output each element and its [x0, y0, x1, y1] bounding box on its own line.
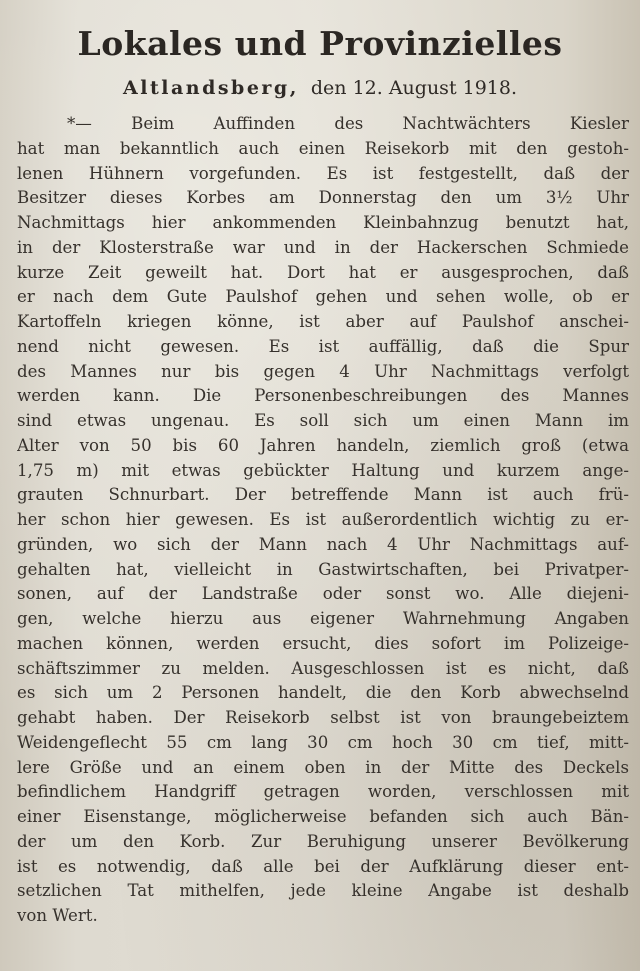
article-line: kurze Zeit geweilt hat. Dort hat er ausgesprochen, daß	[17, 262, 629, 282]
article-line: gen, welche hierzu aus eigener Wahrnehmung Angaben	[17, 609, 629, 628]
article-line: setzlichen Tat mithelfen, jede kleine Angabe ist deshalb	[17, 881, 629, 901]
article-line: in der Klosterstraße war und in der Hackerschen Schmiede	[17, 237, 629, 257]
article-line: des Mannes nur bis gegen 4 Uhr Nachmittags verfolgt	[17, 361, 629, 381]
article-line: 1,75 m) mit etwas gebückter Haltung und kurzem ange-	[17, 460, 629, 480]
article-body	[17, 112, 629, 929]
dateline	[0, 77, 640, 99]
article-line: Weidengeflecht 55 cm lang 30 cm hoch 30 cm tief, mitt-	[17, 732, 629, 752]
article-line: ist es notwendig, daß alle bei der Aufklärung dieser ent-	[17, 856, 629, 876]
article-line: befindlichem Handgriff getragen worden, verschlossen mit	[17, 782, 629, 802]
article-line: Besitzer dieses Korbes am Donnerstag den um 3½ Uhr	[17, 188, 629, 208]
article-line: der um den Korb. Zur Beruhigung unserer Bevölkerung	[17, 831, 629, 851]
article-line: hat man bekanntlich auch einen Reisekorb mit den gestoh-	[17, 138, 629, 158]
article-line: lere Größe und an einem oben in der Mitte des Deckels	[17, 757, 629, 777]
article-line: Alter von 50 bis 60 Jahren handeln, ziemlich groß (etwa	[17, 435, 629, 455]
dateline-date: den 12. August 1918.	[310, 77, 518, 99]
article-line: von Wert.	[17, 906, 98, 925]
article-line: *— Beim Auffinden des Nachtwächters Kiesler	[67, 114, 629, 133]
article-line: Kartoffeln kriegen könne, ist aber auf Paulshof anschei-	[17, 312, 629, 331]
article-line: schäftszimmer zu melden. Ausgeschlossen ist es nicht, daß	[17, 658, 629, 678]
article-line: er nach dem Gute Paulshof gehen und sehen wolle, ob er	[17, 287, 629, 307]
article-line: gehalten hat, vielleicht in Gastwirtschaften, bei Privatper-	[17, 559, 629, 579]
article-line: einer Eisenstange, möglicherweise befanden sich auch Bän-	[17, 807, 629, 826]
article-line: werden kann. Die Personenbeschreibungen des Mannes	[17, 386, 629, 406]
article-line: nend nicht gewesen. Es ist auffällig, daß die Spur	[17, 336, 629, 356]
article-line: gründen, wo sich der Mann nach 4 Uhr Nachmittags auf-	[17, 534, 629, 554]
article-line: sonen, auf der Landstraße oder sonst wo. Alle diejeni-	[17, 584, 629, 604]
article-line: Nachmittags hier ankommenden Kleinbahnzug benutzt hat,	[17, 213, 629, 232]
article-line: grauten Schnurbart. Der betreffende Mann ist auch frü-	[17, 485, 629, 505]
article-line: machen können, werden ersucht, dies sofort im Polizeige-	[17, 633, 629, 653]
article-line: sind etwas ungenau. Es soll sich um einen Mann im	[17, 411, 629, 430]
article-line: her schon hier gewesen. Es ist außerordentlich wichtig zu er-	[17, 510, 629, 529]
article-line: lenen Hühnern vorgefunden. Es ist festgestellt, daß der	[17, 163, 629, 183]
section-heading: Lokales und Provinzielles	[77, 24, 563, 63]
article-line: es sich um 2 Personen handelt, die den Korb abwechselnd	[17, 683, 629, 703]
article-line: gehabt haben. Der Reisekorb selbst ist von braungebeiztem	[17, 708, 629, 727]
dateline-place: Altlandsberg,	[122, 77, 299, 99]
